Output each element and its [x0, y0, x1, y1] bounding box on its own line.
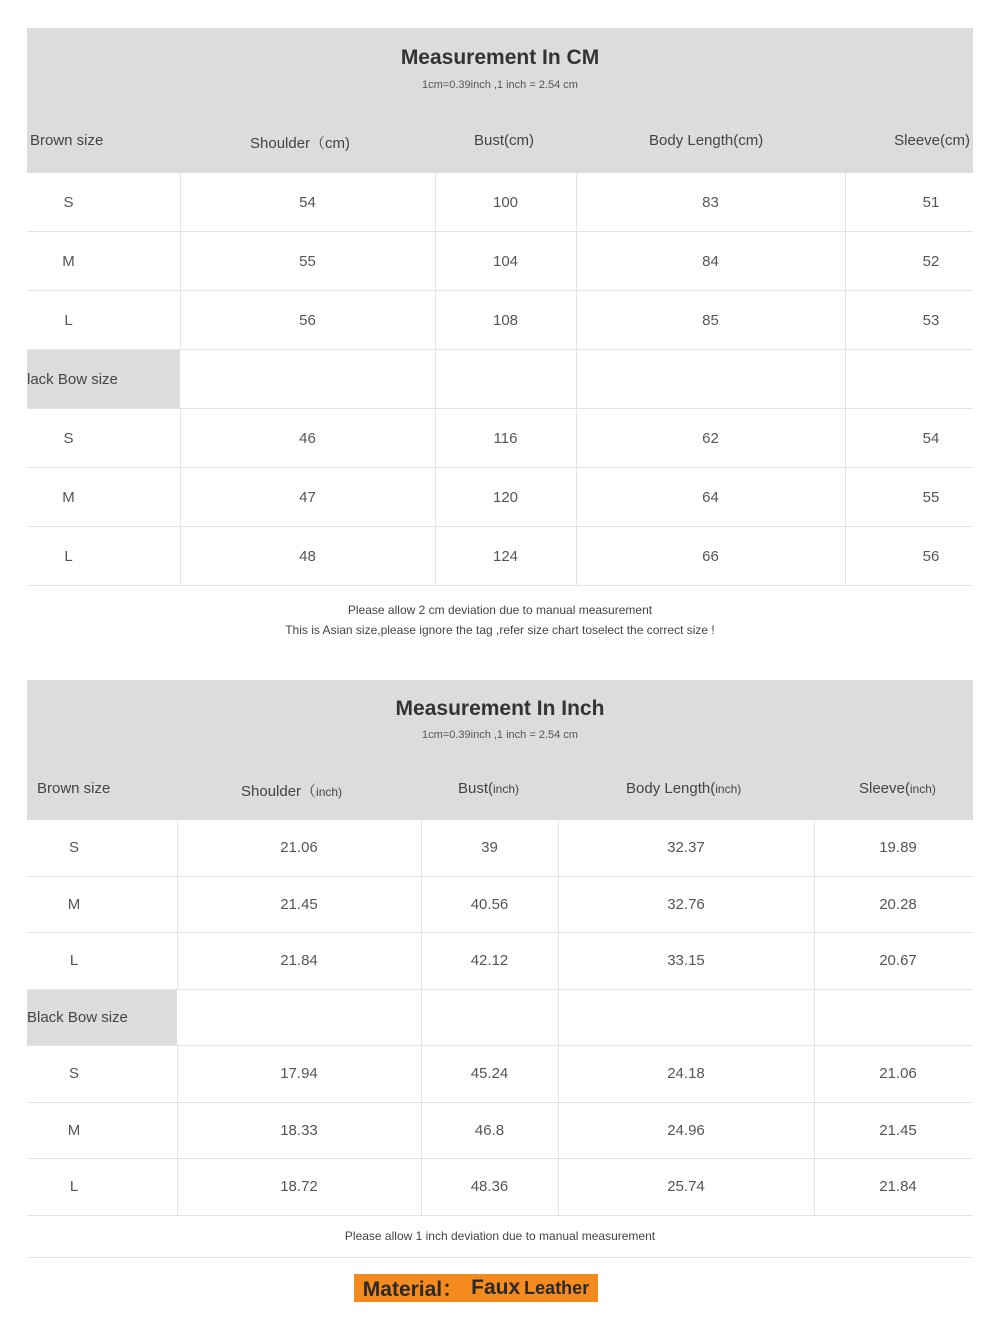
cm-col-size: Brown size: [30, 132, 104, 149]
group-label-row: [27, 350, 973, 409]
table-row: [27, 291, 973, 350]
asian-size-note: This is Asian size,please ignore the tag ,refer size chart toselect the correct size !: [285, 623, 715, 637]
body-length-cell: 64: [702, 488, 719, 506]
bust-cell: 124: [492, 547, 519, 565]
body-length-cell: 33.15: [667, 952, 705, 970]
sleeve-cell: 52: [922, 252, 940, 270]
cm-conversion-note: 1cm=0.39inch ,1 inch = 2.54 cm: [422, 79, 578, 91]
body-length-cell: 84: [702, 252, 719, 270]
bust-cell: 40.56: [470, 895, 509, 913]
size-cell: S: [68, 839, 79, 857]
sleeve-cell: 53: [922, 311, 940, 329]
sleeve-cell: 54: [922, 429, 940, 447]
sleeve-cell: 20.67: [879, 952, 917, 970]
shoulder-cell: 21.45: [280, 895, 318, 913]
size-cell: L: [64, 311, 73, 329]
group-label-row: [27, 990, 973, 1047]
inch-col-bust: Bust(inch): [458, 780, 520, 797]
cm-col-shoulder: Shoulder（cm): [250, 135, 351, 152]
table-row: [27, 527, 973, 586]
inch-table-title: Measurement In Inch: [395, 697, 605, 720]
size-cell: S: [63, 429, 74, 447]
body-length-cell: 24.18: [667, 1065, 705, 1083]
inch-table-header: [27, 680, 973, 820]
sleeve-cell: 55: [922, 488, 940, 506]
shoulder-cell: 55: [299, 252, 316, 270]
shoulder-cell: 21.84: [280, 952, 318, 970]
bust-cell: 48.36: [470, 1178, 509, 1196]
body-length-cell: 62: [702, 429, 719, 447]
shoulder-cell: 18.72: [280, 1178, 318, 1196]
shoulder-cell: 54: [299, 193, 316, 211]
inch-col-shoulder: Shoulder（inch): [241, 783, 343, 800]
size-cell: L: [69, 952, 79, 970]
table-row: [27, 933, 973, 990]
cm-col-body-length: Body Length(cm): [649, 132, 764, 149]
size-cell: M: [62, 488, 75, 506]
table-row: [27, 1103, 973, 1160]
black-bow-size-label: lack Bow size: [27, 350, 180, 408]
size-cell: S: [68, 1065, 79, 1083]
inch-deviation-note: Please allow 1 inch deviation due to manual measurement: [344, 1229, 656, 1243]
inch-col-body-length: Body Length(inch): [626, 780, 742, 797]
body-length-cell: 32.76: [667, 895, 705, 913]
table-row: [27, 232, 973, 291]
table-row: [27, 877, 973, 934]
cm-col-bust: Bust(cm): [474, 132, 534, 149]
cm-table-title: Measurement In CM: [400, 46, 600, 69]
bust-cell: 100: [492, 193, 519, 211]
body-length-cell: 83: [702, 193, 719, 211]
cm-table-header: [27, 28, 973, 173]
size-cell: S: [63, 193, 74, 211]
cm-col-sleeve: Sleeve(cm): [894, 132, 970, 149]
inch-col-sleeve: Sleeve(inch): [859, 780, 936, 797]
shoulder-cell: 18.33: [280, 1121, 318, 1139]
size-cell: M: [67, 1121, 81, 1139]
size-cell: M: [62, 252, 75, 270]
shoulder-cell: 48: [299, 547, 316, 565]
inch-conversion-note: 1cm=0.39inch ,1 inch = 2.54 cm: [422, 729, 578, 741]
material-value: Faux: [471, 1276, 521, 1299]
shoulder-cell: 46: [299, 429, 316, 447]
size-cell: L: [69, 1178, 79, 1196]
body-length-cell: 85: [702, 311, 719, 329]
bust-cell: 108: [492, 311, 519, 329]
measurement-cm-table: [27, 28, 973, 586]
shoulder-cell: 47: [299, 488, 316, 506]
table-row: [27, 468, 973, 527]
measurement-inch-table: [27, 680, 973, 1216]
inch-col-size: Brown size: [37, 780, 111, 797]
shoulder-cell: 56: [299, 311, 316, 329]
size-cell: L: [64, 547, 73, 565]
body-length-cell: 66: [702, 547, 719, 565]
sleeve-cell: 21.84: [879, 1178, 917, 1196]
cm-deviation-note: Please allow 2 cm deviation due to manual measurement: [347, 603, 653, 617]
size-cell: M: [67, 895, 81, 913]
bust-cell: 120: [492, 488, 519, 506]
material-badge: [354, 1274, 598, 1302]
material-value-rest: Leather: [524, 1277, 590, 1298]
sleeve-cell: 19.89: [879, 839, 917, 857]
shoulder-cell: 21.06: [280, 839, 318, 857]
bust-cell: 45.24: [470, 1065, 509, 1083]
body-length-cell: 24.96: [667, 1121, 705, 1139]
bust-cell: 116: [493, 429, 518, 447]
sleeve-cell: 56: [922, 547, 940, 565]
body-length-cell: 32.37: [667, 839, 705, 857]
table-row: [27, 409, 973, 468]
body-length-cell: 25.74: [667, 1178, 705, 1196]
sleeve-cell: 21.45: [879, 1121, 917, 1139]
bust-cell: 104: [492, 252, 519, 270]
divider: [27, 1257, 973, 1258]
table-row: [27, 820, 973, 877]
material-label: Material：: [362, 1278, 464, 1301]
table-row: [27, 1046, 973, 1103]
table-row: [27, 173, 973, 232]
black-bow-size-label: Black Bow size: [27, 990, 177, 1046]
bust-cell: 39: [481, 839, 498, 857]
shoulder-cell: 17.94: [280, 1065, 318, 1083]
bust-cell: 42.12: [470, 952, 509, 970]
table-row: [27, 1159, 973, 1216]
sleeve-cell: 20.28: [879, 895, 917, 913]
sleeve-cell: 51: [922, 193, 940, 211]
sleeve-cell: 21.06: [879, 1065, 917, 1083]
bust-cell: 46.8: [474, 1121, 505, 1139]
